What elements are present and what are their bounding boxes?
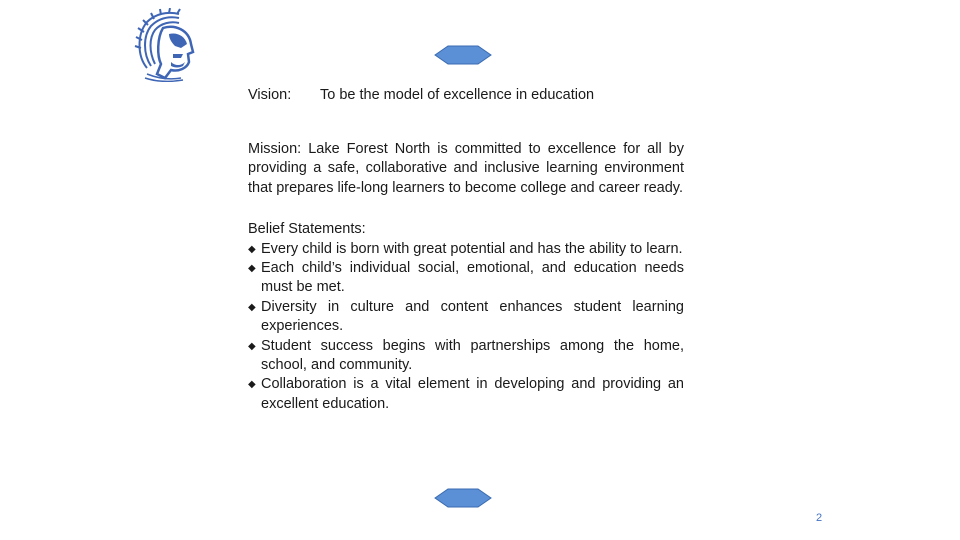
- slide-content: [248, 86, 684, 414]
- belief-list: [248, 240, 684, 415]
- diamond-bullet-icon: ◆: [248, 379, 256, 391]
- diamond-bullet-icon: ◆: [248, 243, 256, 255]
- belief-text: Each child’s individual social, emotional, and education needs must be met.: [261, 260, 684, 296]
- vision-text: To be the model of excellence in education: [320, 87, 595, 103]
- page-number: 2: [816, 512, 823, 524]
- diamond-bullet-icon: ◆: [248, 263, 256, 275]
- spartan-helmet-logo: [133, 8, 201, 82]
- vision-label: Vision:: [248, 87, 292, 103]
- mission-label: Mission:: [248, 141, 302, 157]
- diamond-bullet-icon: ◆: [248, 340, 256, 352]
- diamond-bullet-icon: ◆: [248, 301, 256, 313]
- belief-item: [248, 259, 684, 298]
- decorative-diamond-bottom: [434, 488, 492, 508]
- belief-text: Collaboration is a vital element in developing and providing an excellent education.: [261, 376, 684, 412]
- belief-statements-title: Belief Statements:: [248, 221, 366, 238]
- decorative-diamond-top: [434, 45, 492, 65]
- belief-text: Student success begins with partnerships among the home, school, and community.: [261, 337, 684, 374]
- belief-text: Diversity in culture and content enhances student learning experiences.: [261, 298, 684, 335]
- vision-row: [248, 86, 684, 108]
- belief-statements: [248, 220, 684, 414]
- mission-paragraph: [248, 140, 684, 198]
- belief-item: [248, 298, 684, 337]
- belief-item: [248, 375, 684, 414]
- mission-text: Lake Forest North is committed to excellence for all by providing a safe, collaborative and inclusive learning environment that prepares life-long learners to become college and career ready.: [248, 141, 684, 196]
- belief-item: [248, 240, 684, 259]
- belief-text: Every child is born with great potential and has the ability to learn.: [261, 240, 683, 257]
- belief-item: [248, 337, 684, 376]
